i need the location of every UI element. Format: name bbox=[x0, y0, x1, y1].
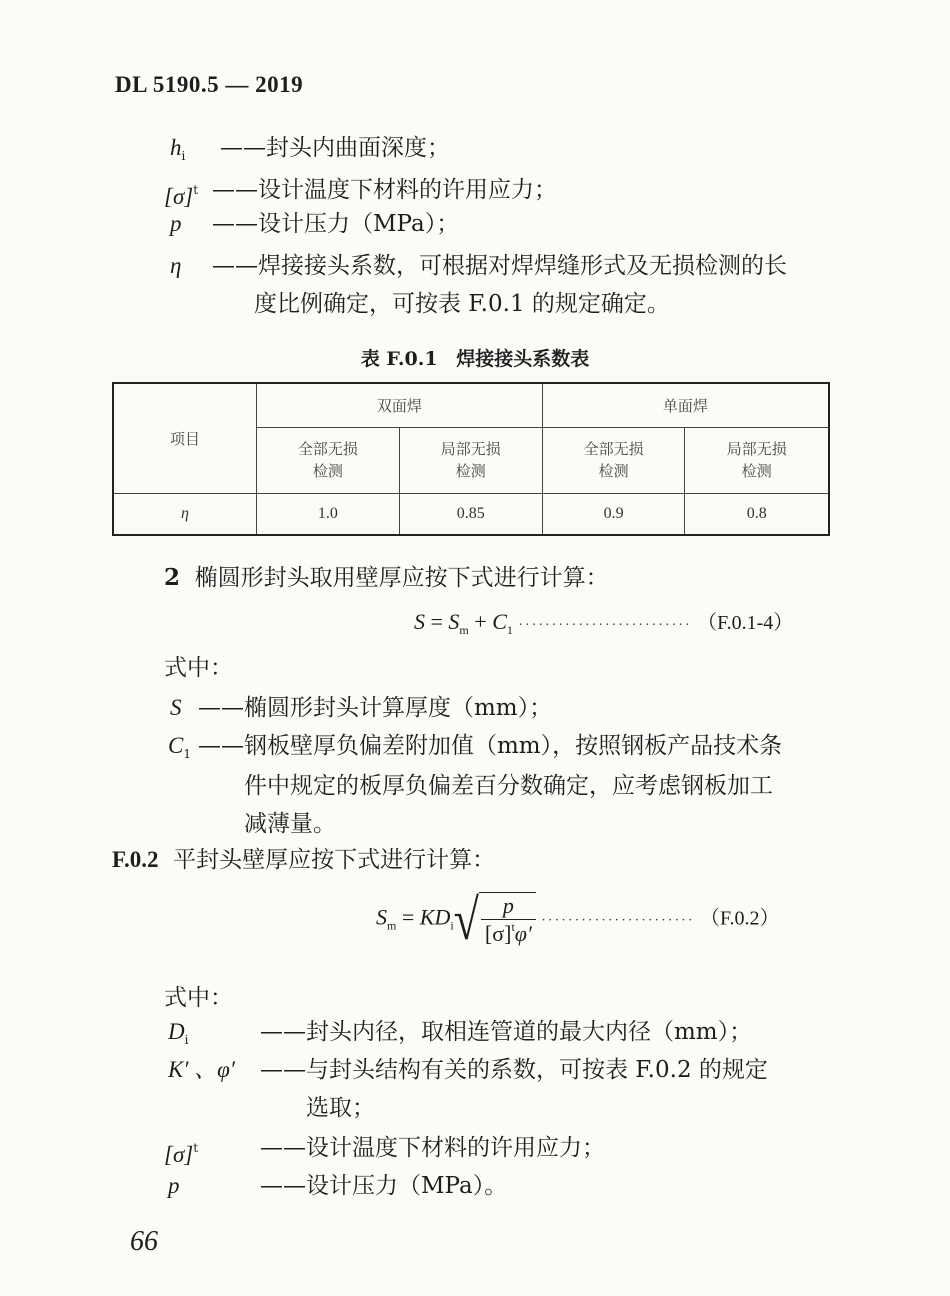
def-C-text-1: ——钢板壁厚负偏差附加值（mm），按照钢板产品技术条 bbox=[198, 733, 783, 759]
formula-c-sub: 1 bbox=[506, 623, 513, 637]
table-subheader-partial-2: 局部无损 检测 bbox=[685, 427, 829, 493]
symbol-p-2: p bbox=[168, 1173, 180, 1198]
document-code: DL 5190.5 — 2019 bbox=[115, 72, 304, 97]
clause-f02 bbox=[112, 846, 495, 874]
where-label-2: 式中： bbox=[164, 985, 233, 1011]
item-2 bbox=[164, 564, 609, 592]
clause-f02-number: F.0.2 bbox=[112, 847, 159, 872]
formula2-den-phi: φ′ bbox=[514, 921, 532, 946]
def-D-text: ——封头内径，取相连管道的最大内径（mm）； bbox=[260, 1019, 753, 1045]
formula2-lhs: S bbox=[376, 904, 387, 930]
def-D bbox=[168, 1018, 188, 1054]
def-h bbox=[170, 134, 185, 170]
symbol-h-sub: i bbox=[181, 149, 186, 163]
formula2-fraction bbox=[481, 893, 536, 947]
symbol-sigma-2: [σ] bbox=[164, 1142, 194, 1167]
def-eta-text-1: ——焊接接头系数，可根据对焊焊缝形式及无损检测的长 bbox=[212, 253, 787, 279]
clause-f02-text: 平封头壁厚应按下式进行计算： bbox=[173, 847, 496, 873]
def-h-text: ——封头内曲面深度； bbox=[220, 135, 450, 161]
where-label-1: 式中： bbox=[164, 655, 233, 681]
table-cell-value: 0.8 bbox=[685, 493, 829, 535]
symbol-sigma: [σ] bbox=[164, 184, 194, 209]
formula2-radicand bbox=[479, 892, 536, 947]
table-row-label: η bbox=[113, 493, 257, 535]
table-subheader-full-2: 全部无损 检测 bbox=[542, 427, 685, 493]
symbol-eta: η bbox=[170, 253, 182, 278]
formula2-den-sigma: [σ] bbox=[484, 921, 512, 946]
def-K-text-2: 选取； bbox=[306, 1095, 375, 1121]
table-caption-title: 焊接接头系数表 bbox=[456, 348, 590, 370]
formula2-label: （F.0.2） bbox=[700, 907, 780, 930]
symbol-C: C bbox=[168, 733, 184, 758]
table-header-item: 项目 bbox=[113, 383, 257, 493]
def-C bbox=[168, 732, 191, 768]
table-cell-value: 0.9 bbox=[542, 493, 685, 535]
page-number: 66 bbox=[130, 1226, 158, 1257]
formula-plus: + bbox=[468, 609, 493, 634]
table-header-double-weld: 双面焊 bbox=[257, 383, 543, 427]
def-sigma-2 bbox=[164, 1134, 198, 1169]
symbol-D: D bbox=[168, 1019, 185, 1044]
def-S-text: ——椭圆形封头计算厚度（mm）； bbox=[198, 695, 553, 721]
def-eta-text-2: 度比例确定，可按表 F.0.1 的规定确定。 bbox=[254, 291, 670, 317]
formula2-kd: KD bbox=[419, 904, 451, 930]
table-header-single-weld: 单面焊 bbox=[542, 383, 829, 427]
formula2-lhs-sub: m bbox=[387, 918, 397, 933]
formula2-numerator: p bbox=[481, 893, 536, 920]
symbol-h: h bbox=[170, 135, 182, 160]
formula-eq: = bbox=[425, 609, 449, 634]
symbol-C-sub: 1 bbox=[183, 747, 191, 761]
table-cell-value: 1.0 bbox=[257, 493, 400, 535]
def-p-2-text: ——设计压力（MPa）。 bbox=[260, 1173, 508, 1199]
formula-f014 bbox=[414, 606, 793, 638]
table-caption-number: 表 F.0.1 bbox=[360, 348, 438, 370]
formula-f02 bbox=[376, 887, 780, 951]
symbol-sigma-2-sup: t bbox=[193, 1141, 199, 1155]
symbol-D-sub: i bbox=[184, 1033, 189, 1047]
formula-s: S bbox=[414, 609, 425, 634]
formula-sm-sub: m bbox=[459, 623, 469, 637]
def-sigma bbox=[164, 176, 198, 211]
symbol-sigma-sup: t bbox=[193, 183, 199, 197]
weld-coefficient-table bbox=[112, 382, 830, 536]
table-caption bbox=[0, 344, 950, 371]
formula2-kd-sub: i bbox=[450, 918, 454, 933]
table-subheader-partial-1: 局部无损 检测 bbox=[399, 427, 542, 493]
formula-label: （F.0.1-4） bbox=[697, 612, 794, 634]
def-C-text-3: 减薄量。 bbox=[244, 811, 336, 837]
def-K-text-1: ——与封头结构有关的系数，可按表 F.0.2 的规定 bbox=[260, 1057, 768, 1083]
symbol-K-phi: K′ 、φ′ bbox=[168, 1057, 235, 1082]
formula2-dots: ······················· bbox=[541, 913, 695, 929]
formula-dots: ·························· bbox=[518, 618, 692, 633]
item-2-number: 2 bbox=[164, 564, 181, 591]
formula2-denominator bbox=[481, 920, 536, 947]
sqrt-icon: √ bbox=[453, 887, 479, 951]
formula2-den-sup: t bbox=[511, 920, 515, 934]
formula2-eq: = bbox=[396, 904, 420, 930]
symbol-S: S bbox=[170, 695, 182, 720]
symbol-p: p bbox=[170, 211, 182, 236]
def-p-text: ——设计压力（MPa）； bbox=[212, 211, 460, 237]
table-subheader-full-1: 全部无损 检测 bbox=[257, 427, 400, 493]
def-sigma-2-text: ——设计温度下材料的许用应力； bbox=[260, 1135, 605, 1161]
item-2-text: 椭圆形封头取用壁厚应按下式进行计算： bbox=[194, 565, 609, 591]
def-sigma-text: ——设计温度下材料的许用应力； bbox=[212, 177, 557, 203]
formula-c: C bbox=[492, 609, 507, 634]
table-cell-value: 0.85 bbox=[399, 493, 542, 535]
formula-sm: S bbox=[448, 609, 460, 634]
def-C-text-2: 件中规定的板厚负偏差百分数确定，应考虑钢板加工 bbox=[244, 773, 773, 799]
